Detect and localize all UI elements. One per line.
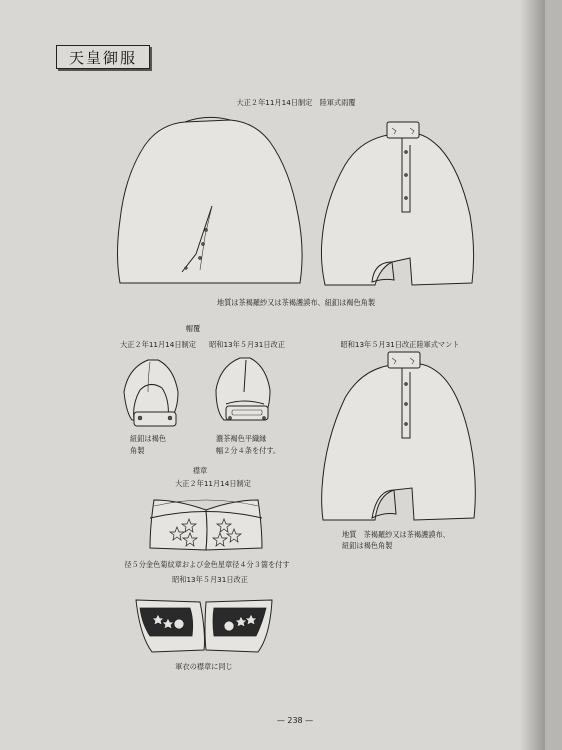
mantle-drawing <box>322 352 476 520</box>
hood-title: 帽覆 <box>185 324 201 333</box>
cape-front-drawing <box>321 122 473 285</box>
hood2-note-line2: 幅２分４条を付す。 <box>216 446 281 455</box>
hood-back-drawing <box>216 358 270 420</box>
mantle-note-line1: 地質 茶褐羅紗又は茶褐護謨布、 <box>342 530 450 539</box>
collar2-date: 昭和13年５月31日改正 <box>172 575 248 584</box>
collar-note: 径５分金色菊紋章および金色星章径４分３箇を付す <box>124 560 290 569</box>
hood1-date: 大正２年11月14日制定 <box>120 340 196 349</box>
mantle-title: 昭和13年５月31日改正陸軍式マント <box>340 340 460 349</box>
collar-star-drawing <box>150 500 262 550</box>
collar-date: 大正２年11月14日制定 <box>175 479 251 488</box>
collar-title: 襟章 <box>192 466 208 475</box>
hood1-note-line2: 角製 <box>130 446 145 455</box>
cape-title: 大正２年11月14日制定 陸軍式雨覆 <box>236 98 356 107</box>
chapter-title: 天皇御服 <box>56 45 150 69</box>
cape-back-drawing <box>118 117 303 283</box>
hood2-date: 昭和13年５月31日改正 <box>209 340 285 349</box>
page-number: — 238 — <box>276 716 314 725</box>
mantle-note-line2: 紐釦は褐色角製 <box>342 541 393 550</box>
hood1-note-line1: 紐釦は褐色 <box>130 434 166 443</box>
collar2-note: 軍衣の襟章に同じ <box>175 662 233 671</box>
collar-patch-drawing <box>136 600 272 652</box>
hood-drawing <box>124 360 178 426</box>
cape-caption: 地質は茶褐羅紗又は茶褐護謨布、紐釦は褐色角製 <box>216 298 376 307</box>
hood2-note-line1: 濃茶褐色平織縁 <box>216 434 267 443</box>
